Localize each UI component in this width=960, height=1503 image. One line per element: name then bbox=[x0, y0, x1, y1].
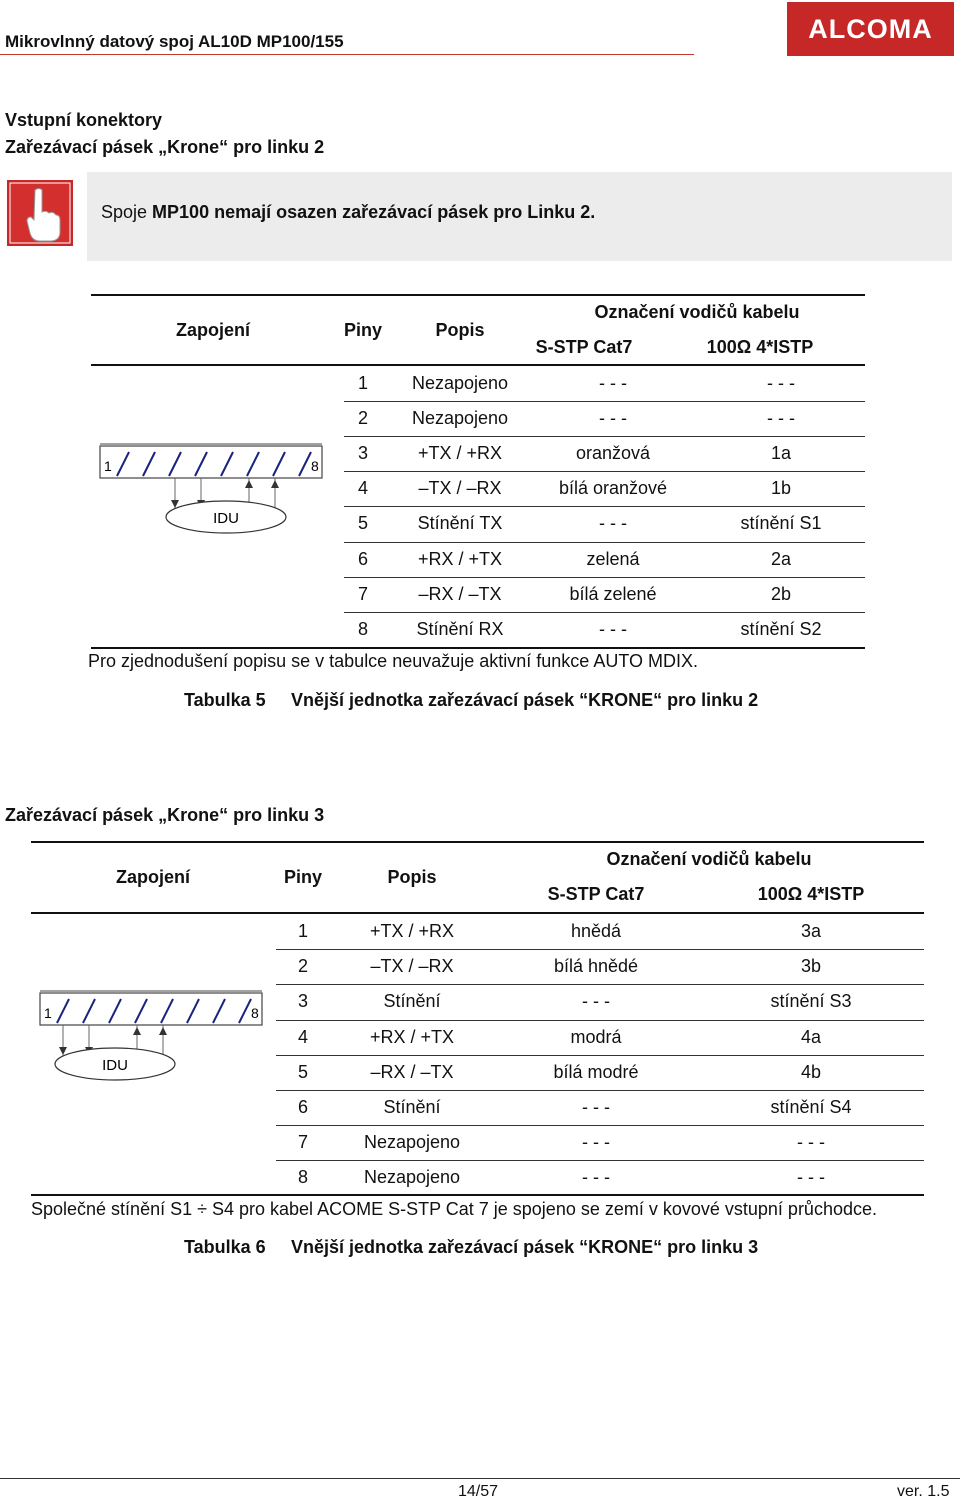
table5-header-sstp: S-STP Cat7 bbox=[535, 337, 633, 357]
table-cell: - - - bbox=[767, 373, 795, 393]
table6-top-rule bbox=[31, 841, 924, 843]
table6-header-rule bbox=[31, 912, 924, 914]
table-cell: stínění S4 bbox=[770, 1097, 852, 1117]
table5-caption-text: Vnější jednotka zařezávací pásek “KRONE“ pro linku 2 bbox=[291, 690, 759, 710]
table-cell: 8 bbox=[297, 1167, 309, 1188]
table-cell: Nezapojeno bbox=[411, 373, 509, 393]
table-cell: - - - bbox=[582, 1097, 610, 1117]
alcoma-logo: ALCOMA bbox=[787, 2, 954, 56]
table6-caption-label: Tabulka 6 bbox=[184, 1237, 266, 1257]
document-title: Mikrovlnný datový spoj AL10D MP100/155 bbox=[5, 32, 344, 51]
table-cell: 4b bbox=[800, 1061, 822, 1082]
row-divider bbox=[344, 436, 865, 437]
table5-header-zapojeni: Zapojení bbox=[175, 320, 251, 340]
table-cell: modrá bbox=[570, 1026, 622, 1047]
table-cell: 1a bbox=[770, 443, 792, 464]
table-cell: +TX / +RX bbox=[417, 443, 503, 464]
pin-label-1: 1 bbox=[104, 458, 112, 474]
table-cell: Stínění bbox=[383, 991, 441, 1012]
table5-top-rule bbox=[91, 294, 865, 296]
table-cell: - - - bbox=[797, 1132, 825, 1153]
table6-header-oznaceni: Označení vodičů kabelu bbox=[606, 849, 812, 869]
idu-label: IDU bbox=[102, 1057, 128, 1074]
row-divider bbox=[344, 612, 865, 613]
table6-note: Společné stínění S1 ÷ S4 pro kabel ACOME S-STP Cat 7 je spojeno se zemí v kovové vstupní průchodce. bbox=[31, 1199, 877, 1219]
table-cell: Nezapojeno bbox=[363, 1167, 461, 1188]
row-divider bbox=[344, 542, 865, 543]
table6-header-istp: 100Ω 4*ISTP bbox=[757, 884, 865, 904]
table6-header-zapojeni: Zapojení bbox=[115, 867, 191, 887]
table-cell: - - - bbox=[599, 618, 627, 639]
table-cell: 2b bbox=[770, 583, 792, 604]
table-cell: Stínění bbox=[383, 1097, 441, 1117]
table-cell: bílá hnědé bbox=[553, 956, 639, 977]
table-cell: - - - bbox=[582, 991, 610, 1012]
table-cell: 8 bbox=[357, 618, 369, 639]
table-cell: - - - bbox=[599, 373, 627, 393]
row-divider bbox=[276, 984, 924, 985]
row-divider bbox=[276, 1125, 924, 1126]
table-cell: –RX / –TX bbox=[418, 583, 502, 604]
row-divider bbox=[276, 949, 924, 950]
table-cell: Stínění RX bbox=[416, 618, 504, 639]
table-cell: bílá oranžové bbox=[558, 478, 668, 499]
table-cell: stínění S2 bbox=[740, 618, 822, 639]
table6-caption-text: Vnější jednotka zařezávací pásek “KRONE“ pro linku 3 bbox=[291, 1237, 759, 1257]
note-text: Spoje MP100 nemají osazen zařezávací pásek pro Linku 2. bbox=[101, 202, 596, 222]
table-cell: 2 bbox=[297, 956, 309, 977]
table-cell: 5 bbox=[357, 513, 369, 534]
table5-header-istp: 100Ω 4*ISTP bbox=[706, 337, 814, 357]
table-cell: 3b bbox=[800, 956, 822, 977]
row-divider bbox=[276, 1160, 924, 1161]
table-cell: Nezapojeno bbox=[363, 1132, 461, 1153]
table-cell: 5 bbox=[297, 1061, 309, 1082]
table-cell: +RX / +TX bbox=[417, 548, 503, 569]
krone-strip-diagram-link2 bbox=[97, 440, 327, 540]
table-cell: 4a bbox=[800, 1026, 822, 1047]
idu-label: IDU bbox=[213, 510, 239, 527]
row-divider bbox=[344, 471, 865, 472]
table-cell: 2 bbox=[357, 408, 369, 429]
table6-bottom-rule bbox=[31, 1194, 924, 1196]
section-title: Vstupní konektory bbox=[5, 110, 163, 130]
table-cell: 4 bbox=[297, 1026, 309, 1047]
table-cell: –RX / –TX bbox=[370, 1061, 454, 1082]
krone-strip-diagram-link3 bbox=[37, 987, 267, 1087]
section-subtitle-link2: Zařezávací pásek „Krone“ pro linku 2 bbox=[5, 137, 325, 157]
table-cell: +TX / +RX bbox=[369, 921, 455, 941]
table-cell: 1 bbox=[297, 921, 309, 941]
pin-label-8: 8 bbox=[311, 458, 319, 474]
table-cell: bílá modré bbox=[553, 1061, 639, 1082]
table-cell: - - - bbox=[582, 1167, 610, 1188]
table-cell: - - - bbox=[767, 408, 795, 429]
table-cell: stínění S1 bbox=[740, 513, 822, 534]
table-cell: bílá zelené bbox=[569, 583, 657, 604]
table-cell: 1 bbox=[357, 373, 369, 393]
table5-note: Pro zjednodušení popisu se v tabulce neuvažuje aktivní funkce AUTO MDIX. bbox=[88, 651, 699, 671]
document-version: ver. 1.5 bbox=[897, 1483, 950, 1500]
table-cell: +RX / +TX bbox=[369, 1026, 455, 1047]
row-divider bbox=[344, 577, 865, 578]
row-divider bbox=[344, 401, 865, 402]
table5-header-piny: Piny bbox=[343, 320, 383, 340]
table6-header-piny: Piny bbox=[283, 867, 323, 887]
row-divider bbox=[276, 1090, 924, 1091]
table-cell: oranžová bbox=[575, 443, 651, 464]
table-cell: stínění S3 bbox=[770, 991, 852, 1012]
table-cell: - - - bbox=[599, 513, 627, 534]
pin-label-1: 1 bbox=[44, 1005, 52, 1021]
table-cell: 3 bbox=[297, 991, 309, 1012]
table5-header-rule bbox=[91, 364, 865, 366]
table-cell: –TX / –RX bbox=[418, 478, 502, 499]
table-cell: - - - bbox=[599, 408, 627, 429]
table-cell: 6 bbox=[297, 1097, 309, 1117]
table-cell: –TX / –RX bbox=[370, 956, 454, 977]
table6-header-popis: Popis bbox=[387, 867, 437, 887]
table-cell: 1b bbox=[770, 478, 792, 499]
table5-caption-label: Tabulka 5 bbox=[184, 690, 266, 710]
pointing-hand-icon bbox=[7, 180, 73, 246]
table-cell: 3a bbox=[800, 921, 822, 941]
table-cell: 7 bbox=[357, 583, 369, 604]
table5-bottom-rule bbox=[91, 647, 865, 649]
table-cell: 2a bbox=[770, 548, 792, 569]
table6-header-sstp: S-STP Cat7 bbox=[547, 884, 645, 904]
row-divider bbox=[276, 1020, 924, 1021]
table-cell: - - - bbox=[797, 1167, 825, 1188]
section-subtitle-link3: Zařezávací pásek „Krone“ pro linku 3 bbox=[5, 805, 325, 825]
table-cell: Stínění TX bbox=[417, 513, 503, 534]
pin-label-8: 8 bbox=[251, 1005, 259, 1021]
table-cell: Nezapojeno bbox=[411, 408, 509, 429]
table-cell: zelená bbox=[586, 548, 640, 569]
table-cell: - - - bbox=[582, 1132, 610, 1153]
page-number: 14/57 bbox=[457, 1483, 499, 1500]
table5-header-oznaceni: Označení vodičů kabelu bbox=[594, 302, 800, 322]
table-cell: 7 bbox=[297, 1132, 309, 1153]
row-divider bbox=[344, 506, 865, 507]
table-cell: 3 bbox=[357, 443, 369, 464]
table5-header-popis: Popis bbox=[435, 320, 485, 340]
table-cell: 6 bbox=[357, 548, 369, 569]
header-rule bbox=[0, 54, 694, 55]
table-cell: hnědá bbox=[570, 921, 622, 941]
row-divider bbox=[276, 1055, 924, 1056]
table-cell: 4 bbox=[357, 478, 369, 499]
footer-rule bbox=[0, 1478, 960, 1479]
